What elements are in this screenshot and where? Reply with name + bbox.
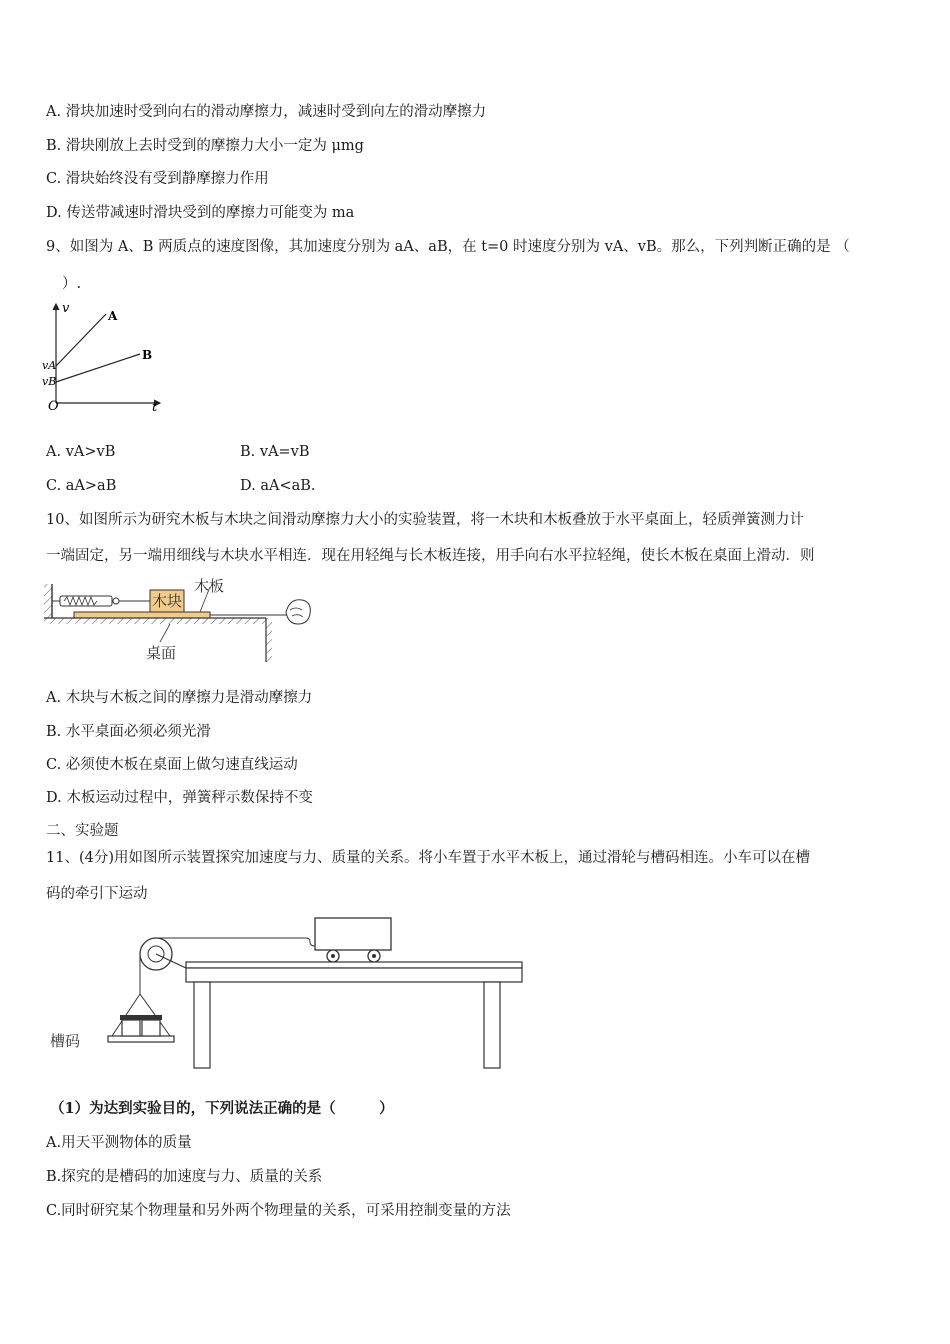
weight-right-cap [140, 1015, 162, 1020]
q8-option-d: D. 传送带减速时滑块受到的摩擦力可能变为 ma [46, 205, 355, 221]
hanger-pan [108, 1036, 174, 1042]
q9-velocity-graph [40, 298, 170, 418]
graph-label-v: v [62, 301, 70, 316]
section-title: 二、实验题 [46, 823, 119, 839]
long-board [74, 612, 210, 618]
cart-wheel-right-hub [372, 954, 376, 958]
weight-left-cap [120, 1015, 142, 1020]
graph-label-origin: O [48, 399, 59, 414]
graph-label-t: t [152, 400, 158, 415]
desk-edge-hatch [266, 618, 272, 662]
label-block: 木块 [152, 592, 183, 610]
q8-option-c: C. 滑块始终没有受到静摩擦力作用 [46, 171, 269, 187]
label-board: 木板 [194, 577, 225, 595]
q9-option-d: D. aA<aB. [240, 478, 316, 494]
line-b [56, 354, 140, 382]
q11-stem-line1: 11、(4分)用如图所示装置探究加速度与力、质量的关系。将小车置于水平木板上，通过滑轮与槽码相连。小车可以在槽 [46, 850, 810, 866]
string-horizontal [156, 938, 315, 946]
q8-option-a: A. 滑块加速时受到向右的滑动摩擦力，减速时受到向左的滑动摩擦力 [46, 104, 487, 120]
q9-option-c: C. aA>aB [46, 478, 117, 494]
q10-option-a: A. 木块与木板之间的摩擦力是滑动摩擦力 [46, 690, 313, 706]
table-leg-left [194, 982, 210, 1068]
weight-left [122, 1020, 140, 1036]
line-a [56, 314, 106, 366]
table-top [186, 968, 522, 982]
spring-scale [60, 596, 112, 606]
q10-stem-line1: 10、如图所示为研究木板与木块之间滑动摩擦力大小的实验装置，将一木块和木板叠放于水平桌面上，轻质弹簧测力计 [46, 512, 804, 528]
q9-option-a: A. vA>vB [46, 444, 116, 460]
cart-wheel-left-hub [331, 954, 335, 958]
q10-option-d: D. 木板运动过程中，弹簧秤示数保持不变 [46, 790, 313, 806]
desk-hatch [44, 618, 266, 624]
weight-right [142, 1020, 160, 1036]
graph-label-b: B [142, 348, 153, 362]
table-leg-right [484, 982, 500, 1068]
graph-label-a: A [108, 309, 118, 323]
q10-option-b: B. 水平桌面必须必须光滑 [46, 724, 211, 740]
q9-option-b: B. vA=vB [240, 444, 310, 460]
label-desk: 桌面 [146, 644, 177, 662]
q11-option-a: A.用天平测物体的质量 [46, 1135, 192, 1151]
q9-stem-line1: 9、如图为 A、B 两质点的速度图像，其加速度分别为 aA、aB，在 t=0 时速度分别为 vA、vB。那么，下列判断正确的是 （ [46, 239, 850, 255]
wall-hatch [44, 584, 52, 618]
scale-ring [113, 598, 119, 604]
q11-sub1: （1）为达到实验目的，下列说法正确的是（ ） [50, 1100, 394, 1117]
q11-option-c: C.同时研究某个物理量和另外两个物理量的关系，可采用控制变量的方法 [46, 1203, 511, 1219]
q11-cart-apparatus [44, 912, 530, 1072]
q10-option-c: C. 必须使木板在桌面上做匀速直线运动 [46, 757, 298, 773]
graph-label-va: vA [42, 359, 57, 372]
q9-stem-line2: ）. [62, 276, 82, 292]
q10-stem-line2: 一端固定，另一端用细线与木块水平相连．现在用轻绳与长木板连接，用手向右水平拉轻绳，使长木板在桌面上滑动．则 [46, 548, 815, 564]
cart [315, 918, 391, 950]
q11-stem-line2: 码的牵引下运动 [46, 886, 148, 902]
graph-label-vb: vB [42, 375, 57, 388]
q8-option-b: B. 滑块刚放上去时受到的摩擦力大小一定为 μmg [46, 138, 364, 154]
hand-icon [286, 600, 310, 624]
label-weights: 槽码 [50, 1032, 81, 1050]
desk-pointer [160, 624, 170, 642]
board [186, 962, 522, 968]
q10-friction-apparatus [40, 574, 320, 666]
q11-option-b: B.探究的是槽码的加速度与力、质量的关系 [46, 1169, 323, 1185]
